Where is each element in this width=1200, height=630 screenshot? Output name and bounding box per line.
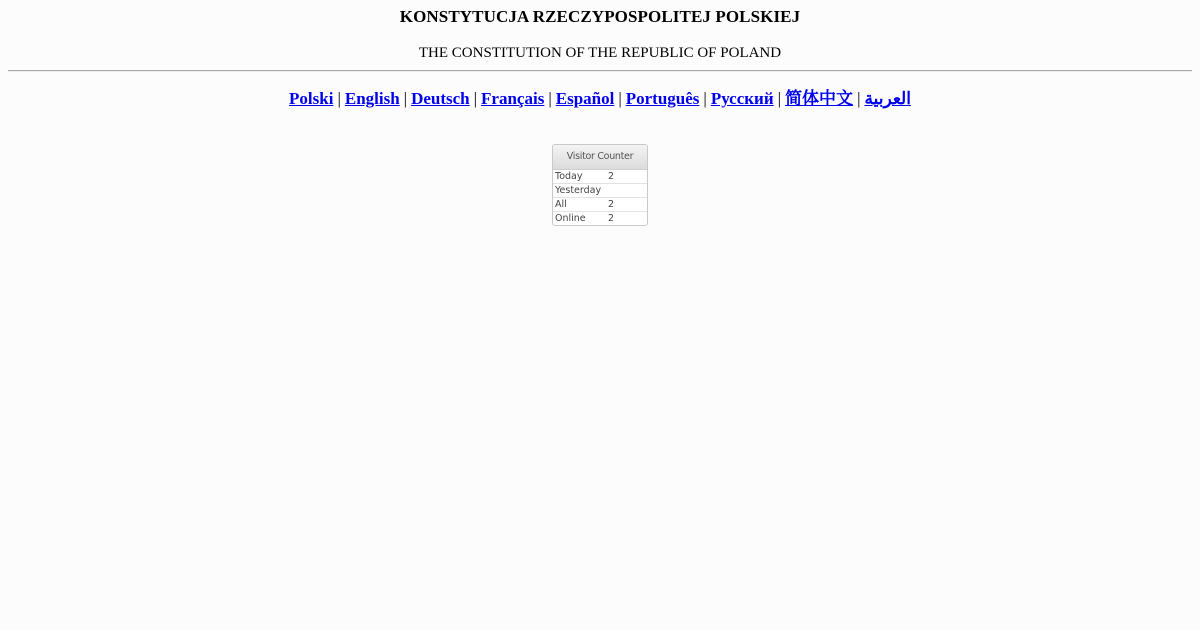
page-subtitle: THE CONSTITUTION OF THE REPUBLIC OF POLAND — [418, 45, 782, 61]
page-title: KONSTYTUCJA RZECZYPOSPOLITEJ POLSKIEJ — [399, 7, 801, 26]
lang-link-deutsch[interactable]: Deutsch — [411, 89, 470, 108]
counter-row-all — [553, 198, 647, 212]
counter-label: Online — [555, 213, 586, 224]
counter-value: 2 — [608, 199, 615, 210]
lang-separator: | — [548, 89, 552, 108]
counter-row-yesterday — [553, 184, 647, 198]
counter-label: Yesterday — [555, 185, 602, 196]
lang-separator: | — [857, 89, 861, 108]
lang-link-espanol[interactable]: Español — [555, 89, 615, 108]
lang-separator: | — [473, 89, 478, 108]
lang-link-portugues[interactable]: Português — [625, 89, 700, 108]
visitor-counter — [552, 144, 648, 226]
lang-link-arabic[interactable]: العربية — [864, 89, 911, 108]
divider — [8, 70, 1192, 72]
lang-link-english[interactable]: English — [344, 89, 400, 108]
lang-separator: | — [777, 89, 782, 108]
counter-row-today — [553, 170, 647, 184]
counter-row-online — [553, 212, 647, 225]
lang-separator: | — [403, 89, 408, 108]
counter-value: 2 — [608, 213, 615, 224]
lang-separator: | — [337, 89, 341, 108]
counter-value: 2 — [608, 171, 615, 182]
lang-link-russian[interactable]: Русский — [710, 89, 774, 108]
lang-link-francais[interactable]: Français — [481, 89, 545, 108]
lang-link-polski[interactable]: Polski — [289, 89, 334, 108]
language-nav — [0, 87, 1200, 111]
lang-link-chinese[interactable]: 简体中文 — [785, 89, 854, 108]
lang-separator: | — [618, 89, 622, 108]
counter-label: All — [555, 199, 567, 210]
counter-label: Today — [555, 171, 583, 182]
lang-separator: | — [703, 89, 707, 108]
visitor-counter-title: Visitor Counter — [553, 145, 647, 170]
counter-value — [608, 184, 647, 197]
